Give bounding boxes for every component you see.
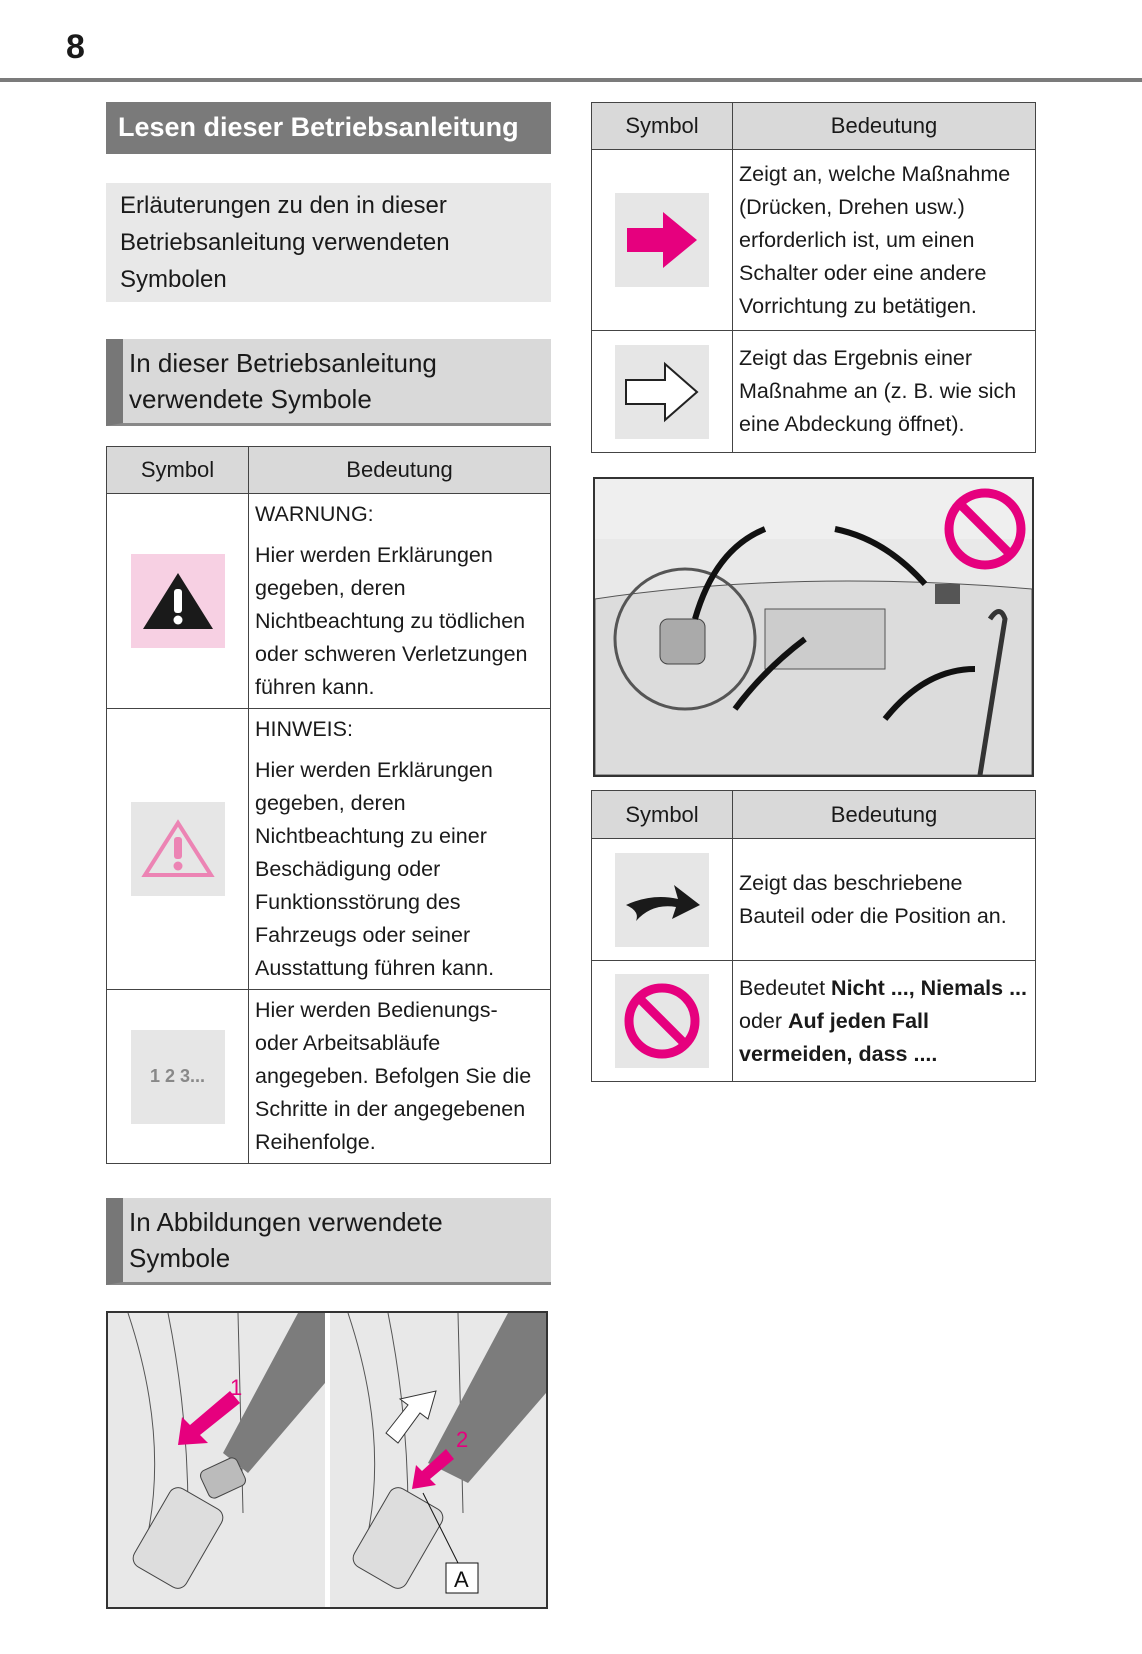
notice-triangle-pink-icon [131, 802, 225, 896]
col-header-symbol: Symbol [592, 103, 733, 150]
table-row [592, 150, 1036, 331]
col-header-meaning: Bedeutung [733, 103, 1036, 150]
table-row [592, 331, 1036, 453]
outline-arrow-icon [615, 345, 709, 439]
outline-arrow-text: Zeigt das Ergebnis einer Maßnahme an (z. B. wie sich eine Abdeckung öffnet). [739, 346, 1017, 436]
notice-text: Hier werden Erklärungen gegeben, deren Nichtbeachtung zu einer Beschädigung oder Funktionsstörung des Fahrzeugs oder seiner Ausstattung führen kann. [255, 758, 495, 980]
prohibited-icon [615, 974, 709, 1068]
steps-text: Hier werden Bedienungs- oder Arbeitsabläufe angegeben. Befolgen Sie die Schritte in der angegebenen Reihenfolge. [255, 998, 532, 1154]
col-header-meaning: Bedeutung [249, 447, 551, 494]
step-label-1: 1 [230, 1375, 243, 1400]
chapter-title: Lesen dieser Betriebsanleitung [106, 102, 551, 154]
right-column [591, 102, 1036, 1082]
curved-arrow-text: Zeigt das beschriebene Bauteil oder die Position an. [739, 870, 1007, 928]
steps-icon: 1 2 3... [131, 1030, 225, 1124]
table-row [107, 990, 551, 1164]
warning-title: WARNUNG: [255, 502, 374, 526]
callout-label-a: A [454, 1567, 469, 1592]
subheading: Erläuterungen zu den in dieser Betriebsanleitung verwendeten Symbolen [106, 183, 551, 302]
left-column [106, 102, 551, 1609]
table-row [107, 494, 551, 709]
table-row [592, 961, 1036, 1082]
header-rule [0, 78, 1142, 82]
illustration-symbols-table-bottom [591, 790, 1036, 1082]
seatbelt-illustration [106, 1311, 548, 1609]
warning-text: Hier werden Erklärungen gegeben, deren Nichtbeachtung zu tödlichen oder schweren Verletzungen führen kann. [255, 543, 528, 699]
notice-title: HINWEIS: [255, 717, 353, 741]
col-header-meaning: Bedeutung [733, 791, 1036, 839]
col-header-symbol: Symbol [592, 791, 733, 839]
dashboard-illustration [593, 477, 1034, 777]
section-heading-illustration-symbols: In Abbildungen verwendete Symbole [106, 1198, 551, 1285]
pink-arrow-icon [615, 193, 709, 287]
prohibited-text: Bedeutet Nicht ..., Niemals ... oder Auf jeden Fall vermeiden, dass .... [739, 975, 1027, 1066]
table-row [107, 709, 551, 990]
pink-arrow-text: Zeigt an, welche Maßnahme (Drücken, Drehen usw.) erforderlich ist, um einen Schalter oder eine andere Vorrichtung zu betätigen. [739, 161, 1011, 318]
manual-symbols-table [106, 446, 551, 1164]
page-number: 8 [66, 28, 85, 66]
table-row [592, 839, 1036, 961]
illustration-symbols-table-top [591, 102, 1036, 453]
col-header-symbol: Symbol [107, 447, 249, 494]
curved-arrow-icon [615, 853, 709, 947]
step-label-2: 2 [456, 1427, 469, 1452]
warning-triangle-black-icon [131, 554, 225, 648]
section-heading-manual-symbols: In dieser Betriebsanleitung verwendete Symbole [106, 339, 551, 426]
